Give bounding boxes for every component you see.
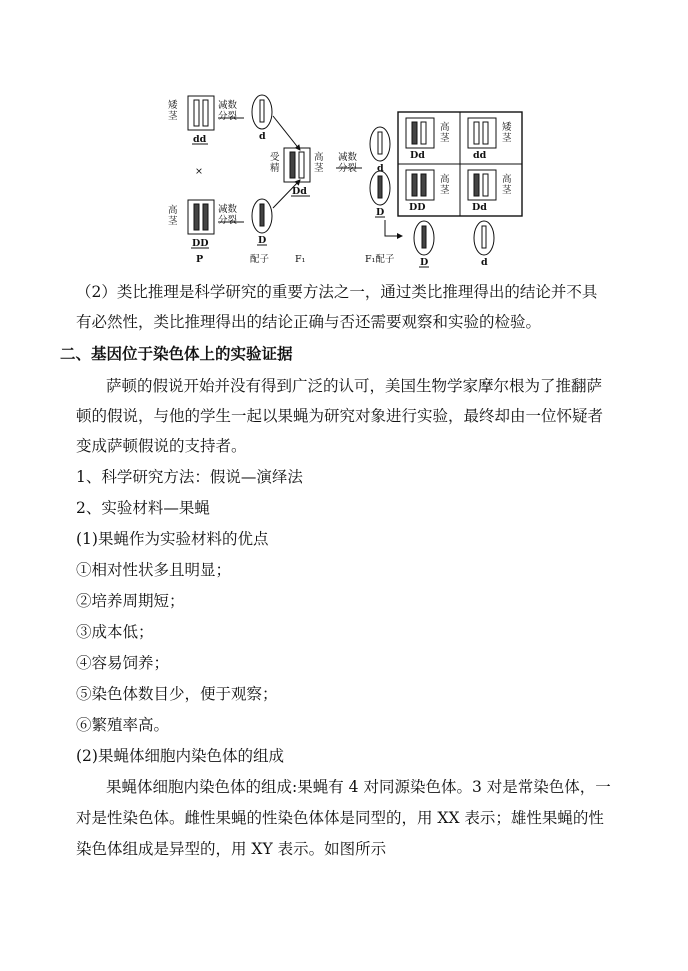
meiosis-label-1: 减数分裂 <box>218 100 238 122</box>
paragraph-composition-2: 对是性染色体。雌性果蝇的性染色体体是同型的，用 XX 表示；雄性果蝇的性 <box>76 809 604 827</box>
bottom-gamete-D <box>414 221 434 268</box>
advantage-1: ①相对性状多且明显； <box>76 561 232 579</box>
fertilization-label: 受精 <box>270 152 280 174</box>
f1-gamete-d-label: d <box>377 163 384 174</box>
cell-short: 矮茎 <box>502 122 512 144</box>
cell-DD: DD <box>409 202 426 213</box>
paragraph-analogy-2: 有必然性，类比推理得出的结论正确与否还需要观察和实验的检验。 <box>76 313 542 331</box>
paragraph-sutton-1: 萨顿的假说开始并没有得到广泛的认可，美国生物学家摩尔根为了推翻萨 <box>106 377 603 395</box>
f1-Dd <box>270 148 325 265</box>
advantage-3: ③成本低； <box>76 623 154 641</box>
tall-stem-label-1: 高茎 <box>168 205 178 227</box>
advantage-5: ⑤染色体数目少，便于观察； <box>76 685 278 703</box>
paragraph-analogy-1: （2）类比推理是科学研究的重要方法之一，通过类比推理得出的结论并不具 <box>76 283 598 301</box>
gamete-d-label: d <box>259 131 266 142</box>
gamete-d-top <box>252 95 272 142</box>
punnett-square <box>398 112 522 216</box>
cell-tall-1: 高茎 <box>440 122 450 144</box>
label-F1: F₁ <box>295 254 306 265</box>
f1-gamete-D-label: D <box>376 207 385 218</box>
label-P: P <box>196 254 204 265</box>
cell-Dd-1: Dd <box>410 150 425 161</box>
label-F1-gamete: F₁配子 <box>365 254 395 265</box>
gamete-D-label: D <box>258 235 267 246</box>
item-method: 1、科学研究方法：假说—演绎法 <box>76 468 303 486</box>
paragraph-sutton-3: 变成萨顿假说的支持者。 <box>76 437 247 455</box>
parent-DD <box>168 200 214 265</box>
cross-diagram-svg <box>160 88 530 270</box>
bottom-gamete-D-label: D <box>420 257 429 268</box>
genotype-Dd-f1: Dd <box>292 186 307 197</box>
advantage-6: ⑥繁殖率高。 <box>76 716 170 734</box>
bottom-gamete-d <box>474 221 494 268</box>
f1-gamete-D <box>370 171 390 218</box>
advantage-4: ④容易饲养； <box>76 654 170 672</box>
advantage-2: ②培养周期短； <box>76 592 185 610</box>
sub-advantages: (1)果蝇作为实验材料的优点 <box>76 530 269 548</box>
gamete-D-bottom <box>250 199 272 265</box>
sub-composition: (2)果蝇体细胞内染色体的组成 <box>76 747 284 765</box>
bottom-gamete-d-label: d <box>481 257 488 268</box>
paragraph-sutton-2: 顿的假说，与他的学生一起以果蝇为研究对象进行实验，最终却由一位怀疑者 <box>76 407 604 425</box>
item-material: 2、实验材料—果蝇 <box>76 499 210 517</box>
paragraph-composition-3: 染色体组成是异型的，用 XY 表示。如图所示 <box>76 840 387 858</box>
short-stem-label-1: 矮茎 <box>168 100 178 122</box>
cell-dd: dd <box>473 150 487 161</box>
genetic-cross-diagram <box>160 88 530 270</box>
meiosis-label-2: 减数分裂 <box>218 204 238 226</box>
label-gamete: 配子 <box>250 254 270 265</box>
tall-stem-label-f1: 高茎 <box>314 152 324 174</box>
cross-symbol: × <box>195 166 203 177</box>
paragraph-composition-1: 果蝇体细胞内染色体的组成:果蝇有 4 对同源染色体。3 对是常染色体，一 <box>106 778 611 796</box>
genotype-DD-p: DD <box>192 238 209 249</box>
cell-tall-2: 高茎 <box>440 174 450 196</box>
genotype-dd-p: dd <box>193 134 207 145</box>
f1-gamete-d <box>370 127 390 174</box>
section-heading: 二、基因位于染色体上的实验证据 <box>60 344 293 363</box>
cell-tall-3: 高茎 <box>502 174 512 196</box>
parent-dd <box>168 96 214 145</box>
meiosis-label-3: 减数分裂 <box>338 152 358 174</box>
cell-Dd-2: Dd <box>472 202 487 213</box>
